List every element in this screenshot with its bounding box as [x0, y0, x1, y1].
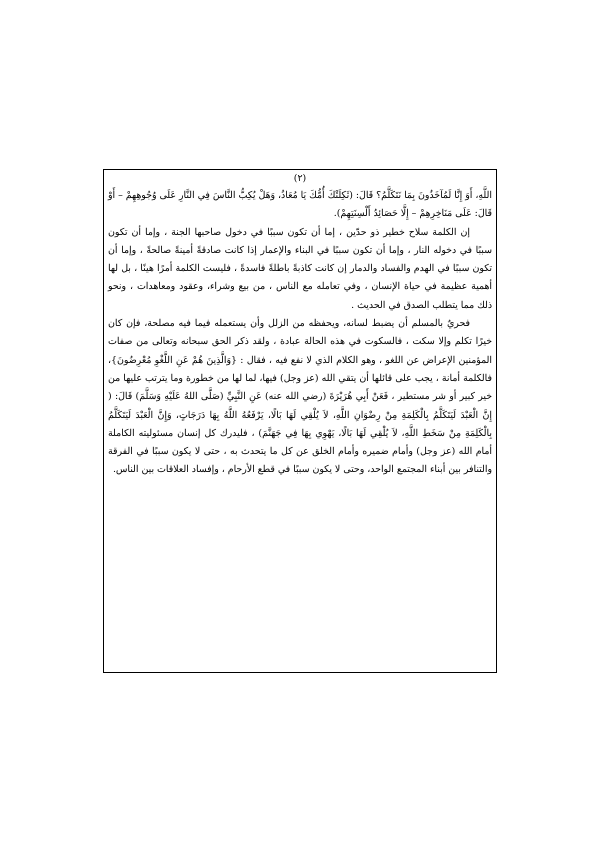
paragraph-word-is-weapon: إن الكلمة سلاح خطير ذو حدّين ، إما أن تكون سببًا في دخول صاحبها الجنة ، وإما أن تكون سببًا في دخوله النار ، وإما أن تكون سببًا في البناء والإعمار إذا كانت صادقةً أمينةً صالحةً ، وإما أن تكون سببًا في الهدم والفساد والدمار إن كانت كاذبةً باطلةً فاسدةً ، فليست الكلمة أمرًا هينًا ، بل لها أهمية عظيمة في حياة الإنسان ، وفي تعامله مع الناس ، من بيع وشراء، وعقود ومعاهدات ، ونحو ذلك مما يتطلب الصدق في الحديث .	[108, 226, 492, 311]
paragraph-hadith-ending: اللَّهِ، أَوَ إِنَّا لَمُآخَذُونَ بِمَا نَتَكَلَّمُ؟ قَالَ: (ثَكِلَتْكَ أُمُّكَ يَا مُعَاذُ، وَهَلْ يُكِبُّ النَّاسَ فِي النَّارِ عَلَى وُجُوهِهِمْ – أَوْ قَالَ: عَلَى مَنَاخِرِهِمْ – إِلَّا حَصَائِدُ أَلْسِنَتِهِمْ).	[108, 190, 492, 220]
page-content	[108, 173, 492, 669]
page-number: (٢)	[293, 173, 307, 184]
paragraph-guard-tongue: فحريٌ بالمسلم أن يضبط لسانه، ويحفظه من الزلل وأن يستعمله فيما فيه مصلحة، فإن كان خيرًا تكلم وإلا سكت ، فالسكوت في هذه الحالة عبادة ، ولقد ذكر الحق سبحانه وتعالى من صفات المؤمنين الإعراض عن اللغو ، وهو الكلام الذي لا نفع فيه ، فقال : {وَالَّذِينَ هُمْ عَنِ اللَّغْوِ مُعْرِضُونَ}، فالكلمة أمانة ، يجب على قائلها أن يتقي الله (عز وجل) فيها، لما لها من خطورة وما يترتب عليها من خير كبير أو شر مستطير ، فَعَنْ أَبِي هُرَيْرَةَ (رضي الله عنه) عَنِ النَّبِيِّ (صَلَّى اللهُ عَلَيْهِ وَسَلَّمَ) قَالَ: ( إِنَّ الْعَبْدَ لَيَتَكَلَّمُ بِالْكَلِمَةِ مِنْ رِضْوَانِ اللَّهِ، لاَ يُلْقِي لَهَا بَالًا، يَرْفَعُهُ اللَّهُ بِهَا دَرَجَاتٍ، وَإِنَّ الْعَبْدَ لَيَتَكَلَّمُ بِالْكَلِمَةِ مِنْ سَخَطِ اللَّهِ، لاَ يُلْقِي لَهَا بَالًا، يَهْوِي بِهَا فِي جَهَنَّمَ) ، فليدرك كل إنسان مسئوليته الكاملة أمام الله (عز وجل) وأمام ضميره وأمام الخلق عن كل ما يتحدث به ، حتى لا يكون سببًا في الفرقة والتنافر بين أبناء المجتمع الواحد، وحتى لا يكون سببًا في قطع الأرحام ، وإفساد العلاقات بين الناس.	[108, 318, 492, 476]
page-frame	[103, 169, 497, 673]
